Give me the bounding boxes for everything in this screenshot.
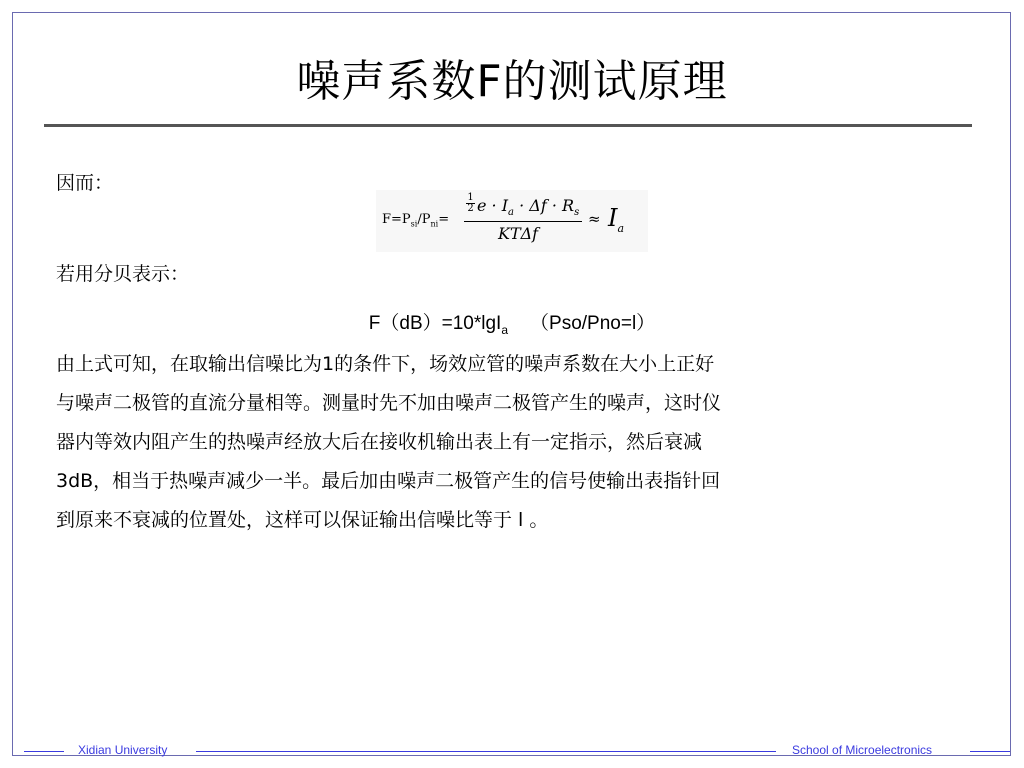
paragraph-line: 器内等效内阻产生的热噪声经放大后在接收机输出表上有一定指示，然后衰减 <box>56 431 703 453</box>
footer-university: Xidian University <box>78 743 168 757</box>
footer-rule-right <box>970 751 1010 752</box>
paragraph-line: 到原来不衰减的位置处，这样可以保证输出信噪比等于 l 。 <box>56 509 549 531</box>
formula-denominator: KTΔf <box>498 224 539 243</box>
db-formula: F（dB）=10*lgI$_a$ （Pso/Pno=l） <box>368 313 656 337</box>
paragraph-line: 由上式可知，在取输出信噪比为1的条件下，场效应管的噪声系数在大小上正好 <box>56 353 715 375</box>
db-label: 若用分贝表示： <box>56 263 190 285</box>
paragraph-line: 3dB，相当于热噪声减少一半。最后加由噪声二极管产生的信号使输出表指针回 <box>56 470 721 492</box>
explanation-paragraph <box>56 345 976 540</box>
formula-lhs: $F=P_{si}/P_{ni}=$ <box>382 212 450 229</box>
formula-approx: ≈ <box>588 210 601 228</box>
formula-numerator: $e \cdot I_a \cdot \Delta f \cdot R_s$ <box>477 196 580 219</box>
footer-school: School of Microelectronics <box>792 743 933 757</box>
footer-rule-left <box>24 751 64 752</box>
noise-figure-formula <box>376 190 648 252</box>
intro-label: 因而： <box>56 172 114 194</box>
title-divider <box>44 124 972 127</box>
formula-half: 1 2 <box>467 192 474 214</box>
slide-title: 噪声系数F的测试原理 <box>296 56 728 107</box>
formula-result: $I_a$ <box>608 204 625 235</box>
paragraph-line: 与噪声二极管的直流分量相等。测量时先不加由噪声二极管产生的噪声，这时仪 <box>56 392 722 414</box>
footer-rule-middle <box>196 751 776 752</box>
fraction-bar <box>464 221 582 222</box>
